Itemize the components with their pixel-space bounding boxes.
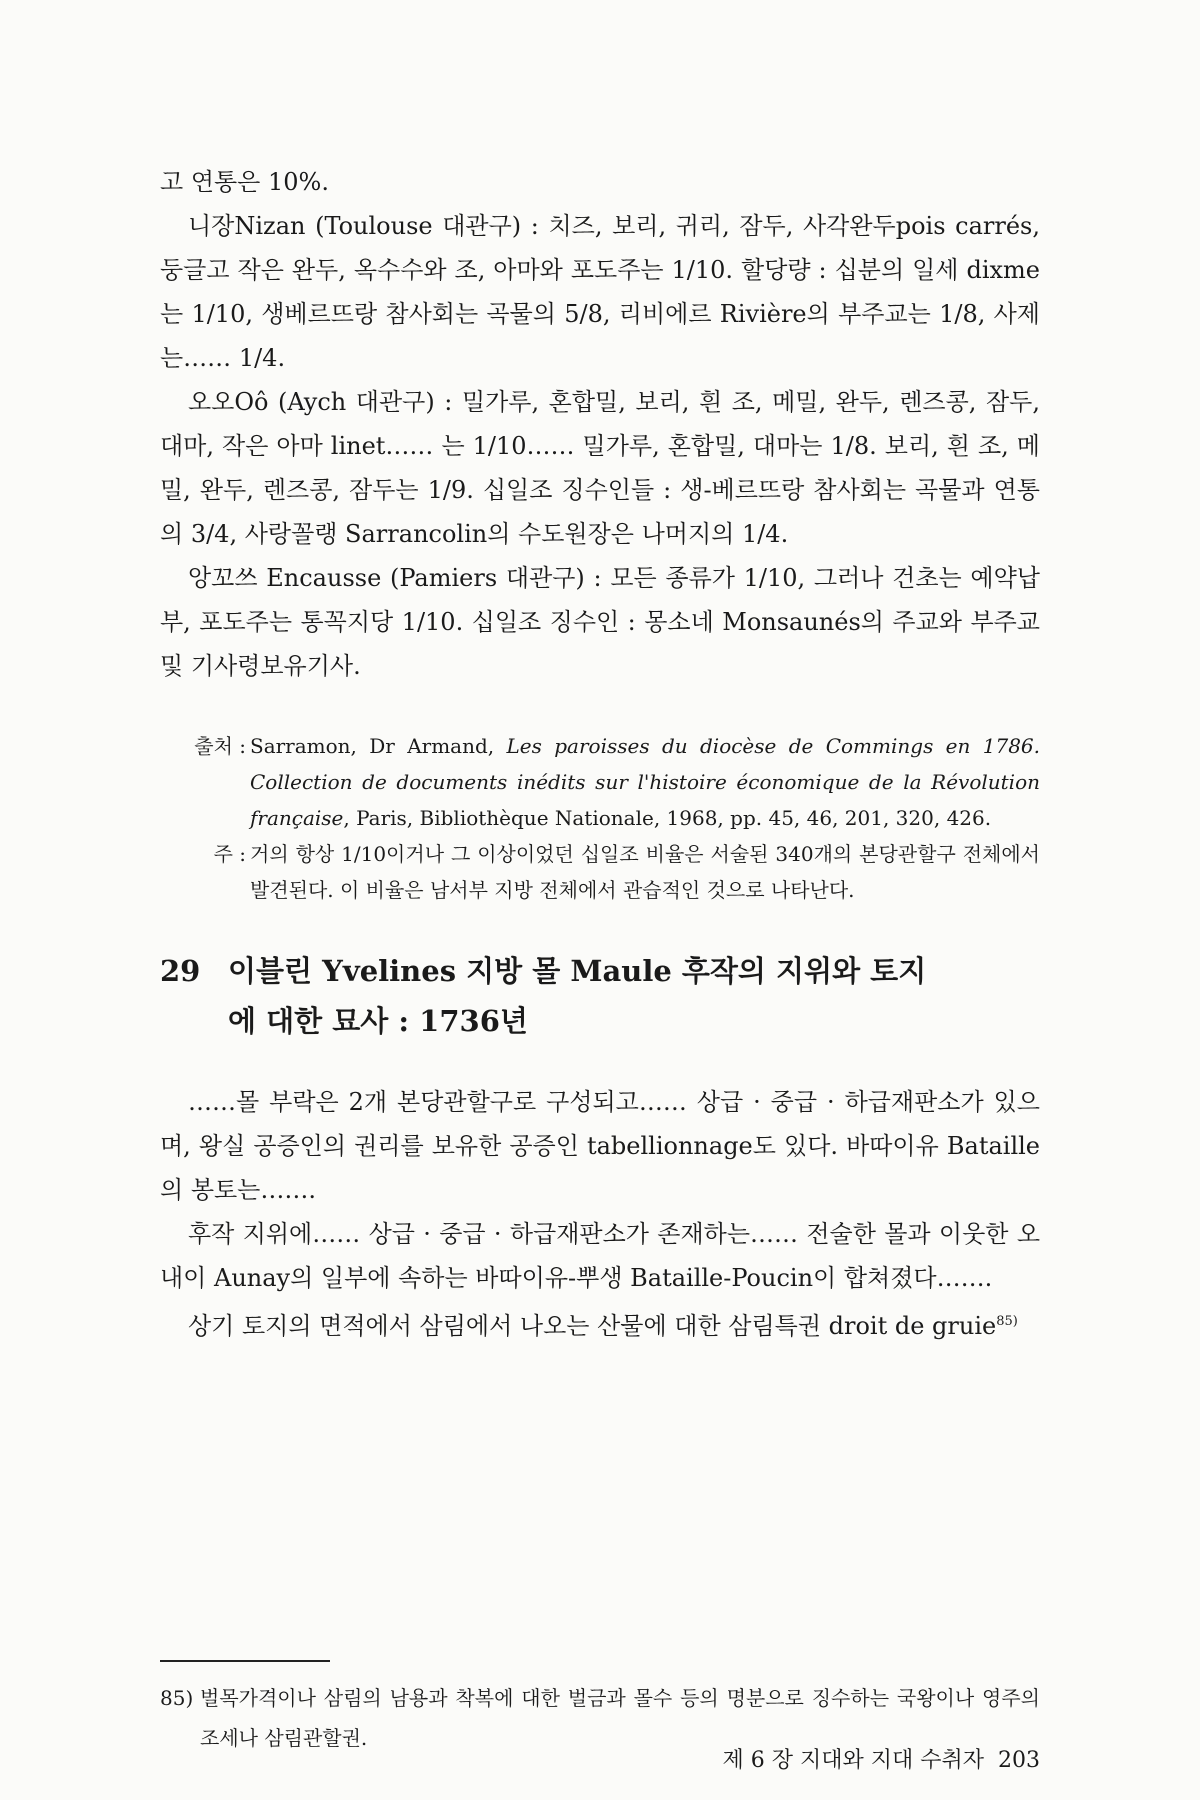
source-label: 출처 : [194,734,246,758]
page-content [160,160,1040,1348]
section-heading [160,946,1040,1046]
source-citation [160,728,1040,836]
note-label: 주 : [213,842,246,866]
paragraph: 후작 지위에…… 상급 · 중급 · 하급재판소가 존재하는…… 전술한 몰과 이웃한 오내이 Aunay의 일부에 속하는 바따이유-뿌생 Bataille-Poucin이 합쳐졌다……. [160,1220,1040,1292]
citation-title: Les paroisses du diocèse de Commings en 1786. Collection de documents inédits sur l'histoire économique de la Révolution française [250,734,1041,830]
footnote-text: 벌목가격이나 삼림의 남용과 착복에 대한 벌금과 몰수 등의 명분으로 징수하는 국왕이나 영주의 조세나 삼림관할권. [200,1686,1040,1750]
footnote-reference: 85) [996,1314,1018,1329]
source-text [246,728,1040,836]
page-number: 203 [998,1748,1040,1773]
section-number: 29 [160,954,201,988]
paragraph-text: 상기 토지의 면적에서 삼림에서 나오는 산물에 대한 삼림특권 droit de gruie [188,1312,997,1340]
running-footer [723,1746,1040,1776]
chapter-title: 제 6 장 지대와 지대 수취자 [722,1748,984,1773]
section-title: 이블린 Yvelines 지방 몰 Maule 후작의 지위와 토지에 대한 묘사 : 1736년 [228,954,927,1038]
citation-publisher: , Paris, Bibliothèque Nationale, 1968, pp. 45, 46, 201, 320, 426. [343,806,992,830]
citation-author: Sarramon, Dr Armand, [250,734,507,758]
footnote-divider [160,1660,330,1662]
paragraph: 오오Oô (Aych 대관구) : 밀가루, 혼합밀, 보리, 흰 조, 메밀, 완두, 렌즈콩, 잠두, 대마, 작은 아마 linet…… 는 1/10…… 밀가루, 혼합밀, 대마는 1/8. 보리, 흰 조, 메밀, 완두, 렌즈콩, 잠두는 1/9. 십일조 징수인들 : 생-베르뜨랑 참사회는 곡물과 연통의 3/4, 사랑꼴랭 Sarrancolin의 수도원장은 나머지의 1/4. [160,388,1040,548]
footnote-number: 85) [160,1686,194,1710]
note-text: 거의 항상 1/10이거나 그 이상이었던 십일조 비율은 서술된 340개의 본당관할구 전체에서 발견된다. 이 비율은 남서부 지방 전체에서 관습적인 것으로 나타난다. [250,842,1040,902]
paragraph [160,1300,1040,1348]
paragraph: 앙꼬쓰 Encausse (Pamiers 대관구) : 모든 종류가 1/10, 그러나 건초는 예약납부, 포도주는 통꼭지당 1/10. 십일조 징수인 : 몽소네 Monsaunés의 주교와 부주교 및 기사령보유기사. [160,564,1040,680]
paragraph: 고 연통은 10%. [160,168,329,196]
source-block [160,728,1040,908]
source-note [160,836,1040,908]
paragraph: ……몰 부락은 2개 본당관할구로 구성되고…… 상급 · 중급 · 하급재판소가 있으며, 왕실 공증인의 권리를 보유한 공증인 tabellionnage도 있다. 바따이유 Bataille의 봉토는……. [160,1088,1040,1204]
paragraph: 니장Nizan (Toulouse 대관구) : 치즈, 보리, 귀리, 잠두, 사각완두pois carrés, 둥글고 작은 완두, 옥수수와 조, 아마와 포도주는 1/10. 할당량 : 십분의 일세 dixme는 1/10, 생베르뜨랑 참사회는 곡물의 5/8, 리비에르 Rivière의 부주교는 1/8, 사제는…… 1/4. [160,212,1040,372]
